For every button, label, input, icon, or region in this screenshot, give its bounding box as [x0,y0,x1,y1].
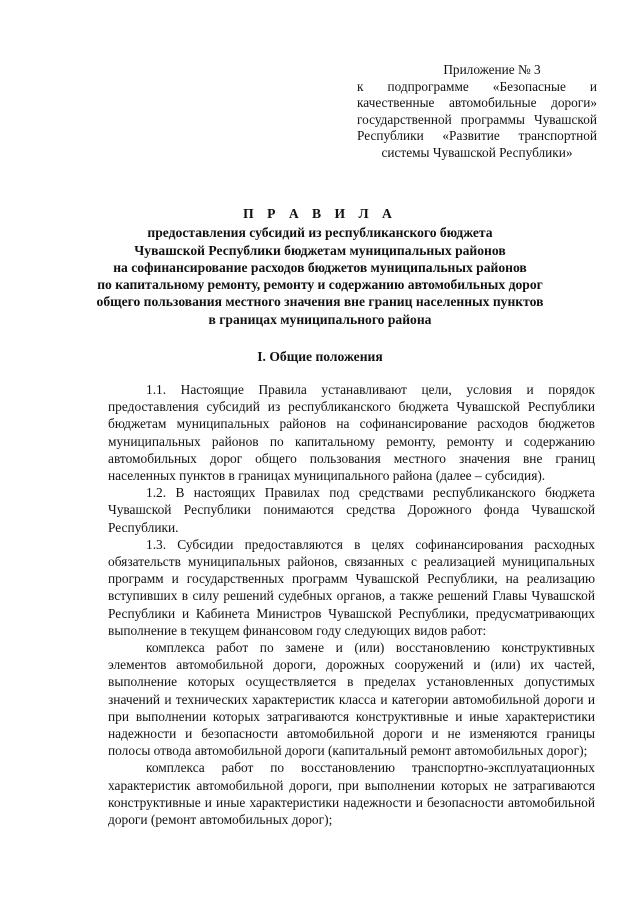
paragraph-1-3: 1.3. Субсидии предоставляются в целях софинансирования расходных обязательств муниципальных районов, связанных с реализацией муниципальных программ и государственных программ Чувашской Республики, на реализацию вступивших в силу решений судебных органов, а также решений Главы Чувашской Республики и Кабинета Министров Чувашской Республики, предусматривающих выполнение в текущем финансовом году следующих видов работ: [108,536,595,638]
rules-subtitle-line: предоставления субсидий из республиканского бюджета [147,225,493,241]
paragraph-1-1: 1.1. Настоящие Правила устанавливают цели, условия и порядок предоставления субсидий из республиканского бюджета Чувашской Республики бюджетам муниципальных районов на софинансирование расходов бюджетов муниципальных районов по капитальному ремонту, ремонту и содержанию автомобильных дорог общего пользования местного значения вне границ населенных пунктов в границах муниципального района (далее – субсидия). [108,382,595,484]
rules-subtitle-line: Чувашской Республики бюджетам муниципальных районов [134,242,506,258]
paragraph-1-2: 1.2. В настоящих Правилах под средствами республиканского бюджета Чувашской Республики понимаются средства Дорожного фонда Чувашской Республики. [108,485,595,535]
body-text [108,381,595,828]
paragraph-repair: комплекса работ по восстановлению транспортно-эксплуатационных характеристик автомобильной дороги, при выполнении которых не затрагиваются конструктивные и иные характеристики надежности и безопасности автомобильной дороги (ремонт автомобильных дорог); [108,760,595,828]
appendix-body: к подпрограмме «Безопасные и качественные автомобильные дороги» государственной программы Чувашской Республики «Развитие транспортной системы Чувашской Республики» [357,78,597,160]
rules-title: П Р А В И Л А [243,206,397,221]
appendix-title: Приложение № 3 [443,62,541,77]
rules-subtitle-line: по капитальному ремонту, ремонту и содержанию автомобильных дорог [97,277,543,293]
appendix-note [357,62,597,162]
rules-subtitle-line: на софинансирование расходов бюджетов муниципальных районов [113,259,527,275]
paragraph-capital-repair: комплекса работ по замене и (или) восстановлению конструктивных элементов автомобильной дороги, дорожных сооружений и (или) их частей, выполнение которых осуществляется в пределах установленных допустимых значений и технических характеристик класса и категории автомобильной дороги и при выполнении которых затрагиваются конструктивные и иные характеристики надежности и безопасности автомобильной дороги и не изменяются границы полосы отвода автомобильной дороги (капитальный ремонт автомобильных дорог); [108,640,595,759]
rules-subtitle-line: общего пользования местного значения вне границ населенных пунктов [96,294,544,310]
rules-subtitle-line: в границах муниципального района [208,311,432,327]
rules-header [45,205,595,328]
section-heading: I. Общие положения [257,349,383,364]
